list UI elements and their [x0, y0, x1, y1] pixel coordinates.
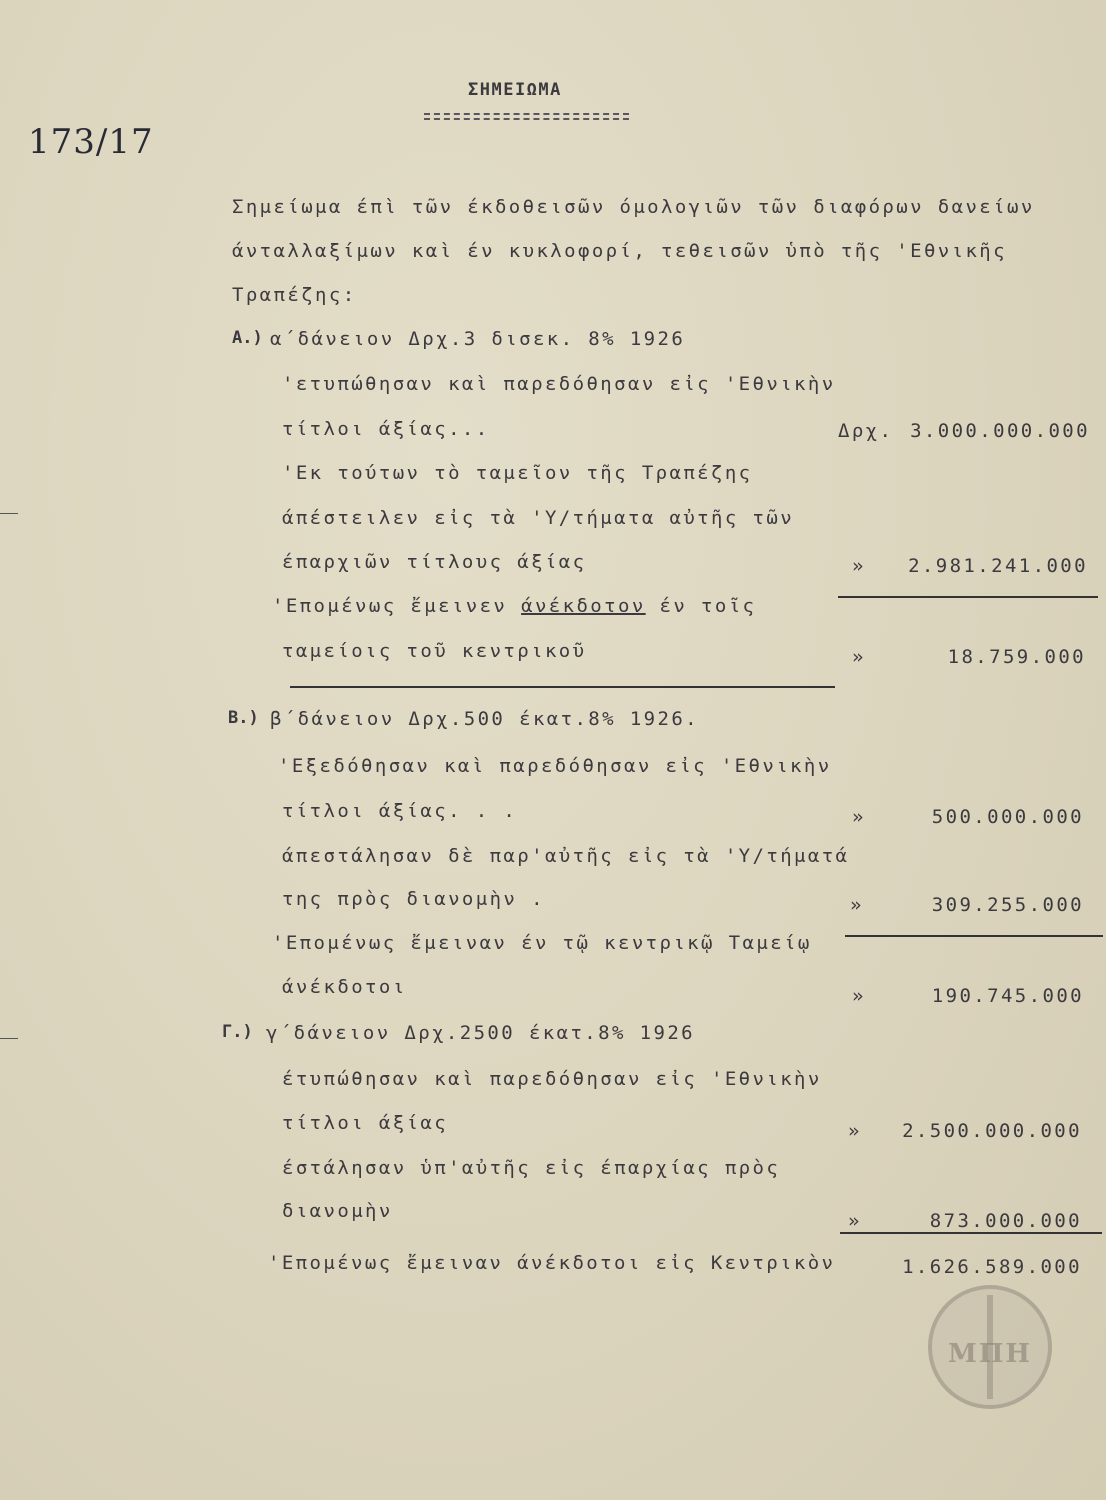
section-separator	[290, 686, 835, 688]
ditto-mark: »	[850, 894, 864, 916]
intro-line-2: άνταλλαξίμων καὶ έν κυκλοφορί, τεθεισῶν ὑπὸ τῆς 'Εθνικῆς	[232, 240, 1007, 262]
amount-b-sent: 309.255.000	[931, 894, 1084, 916]
ditto-mark: »	[852, 806, 866, 828]
amount-b-issued: 500.000.000	[931, 806, 1084, 828]
amount-c-remaining: 1.626.589.000	[902, 1256, 1082, 1278]
section-c-line: τίτλοι άξίας	[282, 1112, 449, 1134]
section-a-line: 'Επομένως ἔμεινεν άνέκδοτον έν τοῖς	[272, 595, 757, 617]
intro-line-3: Τραπέζης:	[232, 284, 357, 306]
section-a-label: Α.)	[232, 328, 263, 348]
intro-line-1: Σημείωμα έπὶ τῶν έκδοθεισῶν όμολογιῶν τῶν διαφόρων δανείων	[232, 196, 1035, 218]
margin-tick	[0, 1038, 18, 1039]
amount-a-sent: 2.981.241.000	[908, 555, 1088, 577]
amount-c-issued: 2.500.000.000	[902, 1120, 1082, 1142]
ditto-mark: »	[852, 646, 866, 668]
ditto-mark: »	[848, 1120, 862, 1142]
ditto-mark: »	[848, 1210, 862, 1232]
sum-rule	[838, 596, 1098, 598]
section-b-heading: β΄δάνειον Δρχ.500 έκατ.8% 1926.	[270, 708, 700, 730]
section-a-line: τίτλοι άξίας...	[282, 418, 490, 440]
section-a-line: έπαρχιῶν τίτλους άξίας	[282, 551, 587, 573]
section-b-line: της πρὸς διανομὴν .	[282, 888, 545, 910]
ditto-mark: »	[852, 555, 866, 577]
stamp-text: ΜΠΗ	[948, 1339, 1032, 1369]
section-b-line: άνέκδοτοι	[282, 976, 407, 998]
section-c-heading: γ΄δάνειον Δρχ.2500 έκατ.8% 1926	[266, 1022, 696, 1044]
sum-rule	[845, 935, 1103, 937]
section-a-heading: α΄δάνειον Δρχ.3 δισεκ. 8% 1926	[270, 328, 686, 350]
sum-rule	[840, 1232, 1102, 1234]
section-a-line: 'Εκ τούτων τὸ ταμεῖον τῆς Τραπέζης	[282, 462, 753, 484]
section-b-line: 'Επομένως ἔμειναν έν τῷ κεντρικῷ Ταμείῳ	[272, 932, 812, 954]
archive-stamp	[928, 1285, 1052, 1409]
section-b-line: 'Εξεδόθησαν καὶ παρεδόθησαν εἰς 'Εθνικὴν	[278, 755, 832, 777]
section-b-line: τίτλοι άξίας. . .	[282, 800, 518, 822]
margin-tick	[0, 513, 18, 514]
currency-prefix: Δρχ.	[838, 420, 894, 442]
section-a-line: άπέστειλεν εἰς τὰ 'Υ/τήματα αὐτῆς τῶν	[282, 507, 795, 529]
amount-a-issued: 3.000.000.000	[910, 420, 1090, 442]
section-c-line: έστάλησαν ὑπ'αὐτῆς εἰς έπαρχίας πρὸς	[282, 1157, 781, 1179]
section-b-label: Β.)	[228, 708, 259, 728]
section-c-line: έτυπώθησαν καὶ παρεδόθησαν εἰς 'Εθνικὴν	[282, 1068, 822, 1090]
section-b-line: άπεστάλησαν δὲ παρ'αὐτῆς εἰς τὰ 'Υ/τήματά	[282, 845, 850, 867]
amount-c-sent: 873.000.000	[929, 1210, 1082, 1232]
ditto-mark: »	[852, 985, 866, 1007]
amount-a-remaining: 18.759.000	[947, 646, 1086, 668]
section-c-label: Γ.)	[222, 1022, 253, 1042]
document-title: ΣΗΜΕΙΩΜΑ	[468, 80, 562, 100]
section-c-line: διανομὴν	[282, 1200, 393, 1222]
amount-b-remaining: 190.745.000	[931, 985, 1084, 1007]
archive-reference: 173/17	[28, 122, 154, 162]
section-c-line: 'Επομένως ἔμειναν άνέκδοτοι εἰς Κεντρικὸν	[268, 1252, 836, 1274]
section-a-line: ταμείοις τοῦ κεντρικοῦ	[282, 640, 587, 662]
title-underline	[424, 118, 629, 120]
section-a-line: 'ετυπώθησαν καὶ παρεδόθησαν εἰς 'Εθνικὴν	[282, 373, 836, 395]
title-underline	[424, 113, 629, 115]
